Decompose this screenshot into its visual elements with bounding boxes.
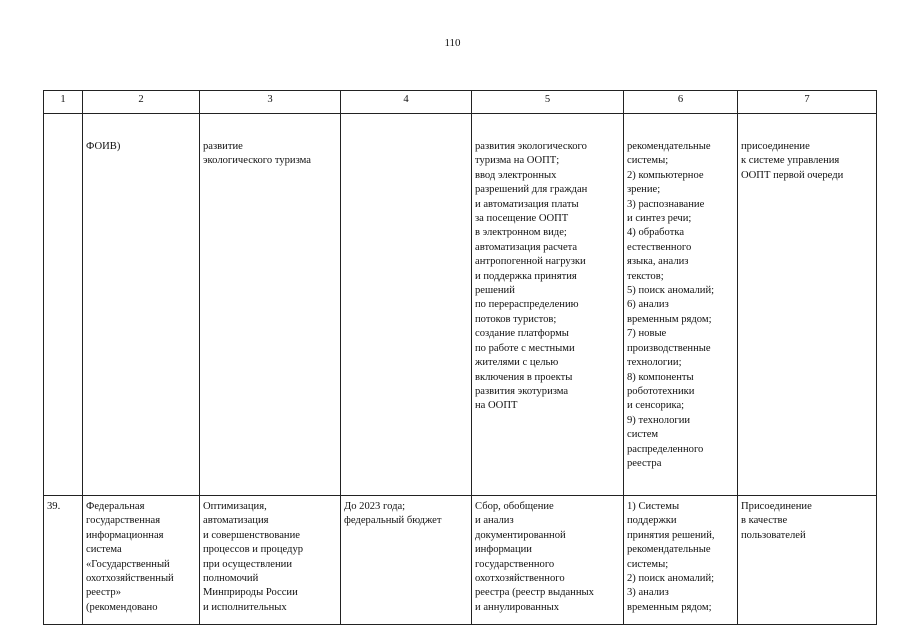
goal-cell: Оптимизация, автоматизация и совершенствование процессов и процедур при осуществлении полномочий Минприроды России и исполнительных [200, 496, 341, 625]
technologies-cell: 1) Системы поддержки принятия решений, рекомендательные системы; 2) поиск аномалий; 3) анализ временным рядом; [624, 496, 738, 625]
column-number-header: 6 [624, 91, 738, 114]
column-number-header: 4 [341, 91, 472, 114]
row-number-cell: 39. [44, 496, 83, 625]
table-row [44, 114, 877, 496]
column-number-header: 2 [83, 91, 200, 114]
column-number-header: 3 [200, 91, 341, 114]
description-cell: Сбор, обобщение и анализ документированной информации государственного охотхозяйственного реестра (реестр выданных и аннулированных [472, 496, 624, 625]
column-number-header: 7 [738, 91, 877, 114]
main-table [43, 90, 877, 625]
system-name-cell: ФОИВ) [83, 114, 200, 496]
table-header-row [44, 91, 877, 114]
table-row [44, 496, 877, 625]
page-number: 110 [444, 37, 461, 49]
goal-cell: развитие экологического туризма [200, 114, 341, 496]
result-cell: присоединение к системе управления ООПТ первой очереди [738, 114, 877, 496]
term-funding-cell: До 2023 года; федеральный бюджет [341, 496, 472, 625]
column-number-header: 5 [472, 91, 624, 114]
term-funding-cell [341, 114, 472, 496]
result-cell: Присоединение в качестве пользователей [738, 496, 877, 625]
technologies-cell: рекомендательные системы; 2) компьютерное зрение; 3) распознавание и синтез речи; 4) обработка естественного языка, анализ текстов; 5) поиск аномалий; 6) анализ временным рядом; 7) новые производственные технологии; 8) компоненты робототехники и сенсорика; 9) технологии систем распределенного реестра [624, 114, 738, 496]
row-number-cell [44, 114, 83, 496]
system-name-cell: Федеральная государственная информационная система «Государственный охотхозяйственный реестр» (рекомендовано [83, 496, 200, 625]
column-number-header: 1 [44, 91, 83, 114]
description-cell: развития экологического туризма на ООПТ; ввод электронных разрешений для граждан и автоматизация платы за посещение ООПТ в электронном виде; автоматизация расчета антропогенной нагрузки и поддержка принятия решений по перераспределению потоков туристов; создание платформы по работе с местными жителями с целью включения в проекты развития экотуризма на ООПТ [472, 114, 624, 496]
